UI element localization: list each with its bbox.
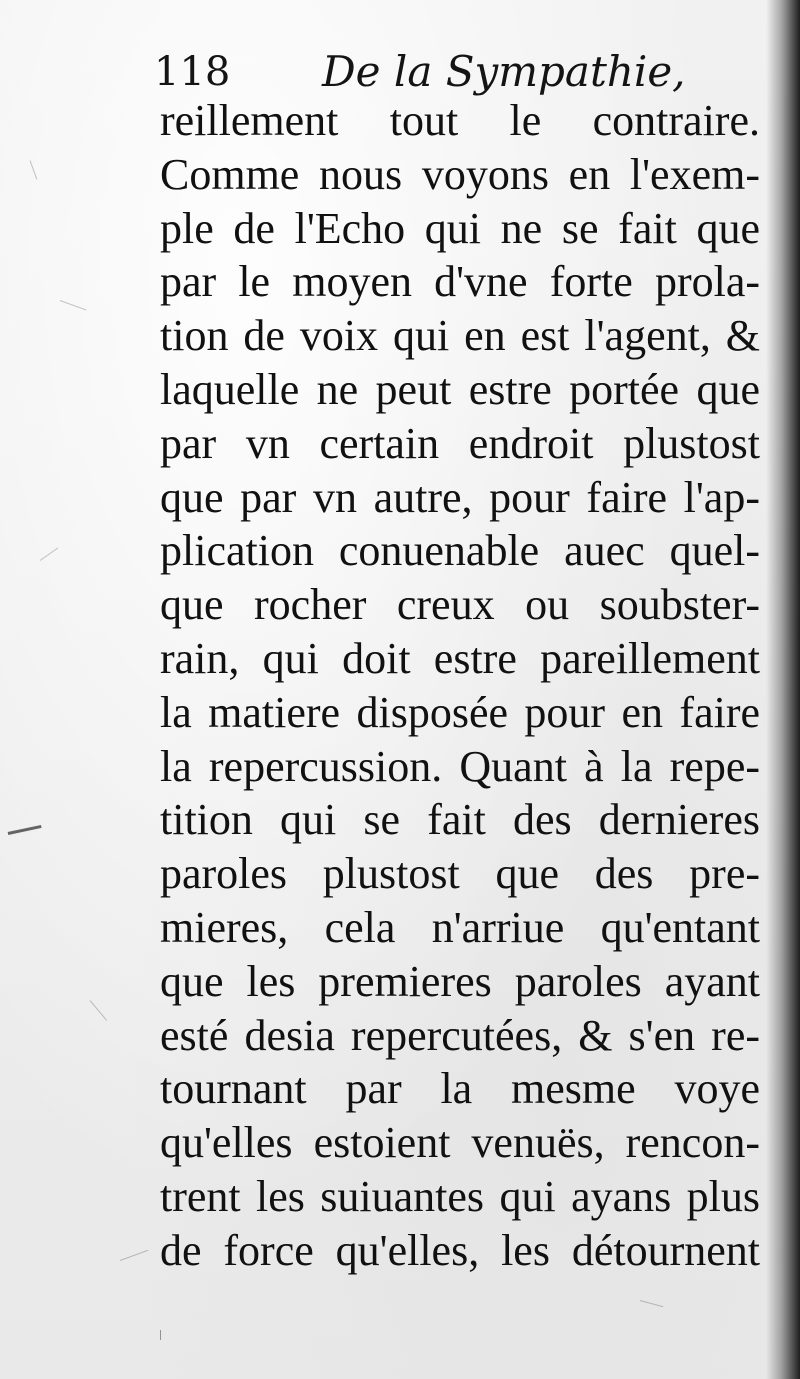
- text-line: tion de voix qui en est l'agent, &: [160, 311, 760, 361]
- paper-fiber: [160, 1330, 171, 1340]
- paper-fiber: [30, 160, 38, 179]
- paper-fiber: [90, 1000, 107, 1021]
- text-line: laquelle ne peut estre portée que: [160, 364, 760, 414]
- page-header: [154, 42, 686, 102]
- text-line: par vn certain endroit plustost: [160, 418, 760, 468]
- text-line: reillement tout le contraire.: [160, 96, 760, 145]
- text-line: esté desia repercutées, & s'en re-: [160, 1010, 760, 1060]
- paper-fiber: [120, 1250, 149, 1261]
- paper-fiber: [40, 547, 59, 560]
- text-line: trent les suiuantes qui ayans plus: [160, 1171, 760, 1221]
- paper-fiber: [8, 825, 42, 835]
- text-line: Comme nous voyons en l'exem-: [160, 149, 760, 199]
- text-line: la matiere disposée pour en faire: [160, 687, 760, 737]
- text-line: de force qu'elles, les détournent: [160, 1225, 760, 1275]
- text-line: rain, qui doit estre pareillement: [160, 633, 760, 683]
- text-line: la repercussion. Quant à la repe-: [160, 741, 760, 791]
- text-line: plication conuenable auec quel-: [160, 526, 760, 576]
- text-line: tition qui se fait des dernieres: [160, 795, 760, 845]
- body-text: [160, 94, 760, 1278]
- text-line: par le moyen d'vne forte prola-: [160, 257, 760, 307]
- text-line: que les premieres paroles ayant: [160, 956, 760, 1006]
- text-line: que par vn autre, pour faire l'ap-: [160, 472, 760, 522]
- page-edge-shadow: [766, 0, 800, 1379]
- paper-fiber: [640, 1300, 663, 1307]
- text-line: qu'elles estoient venuës, rencon-: [160, 1118, 760, 1168]
- text-line: mieres, cela n'arriue qu'entant: [160, 902, 760, 952]
- text-line: paroles plustost que des pre-: [160, 849, 760, 899]
- paper-fiber: [60, 300, 87, 311]
- text-line: que rocher creux ou soubster-: [160, 580, 760, 630]
- text-line: ple de l'Echo qui ne se fait que: [160, 203, 760, 253]
- running-head: De la Sympathie,: [322, 47, 686, 96]
- page-number: 118: [154, 49, 231, 95]
- text-line: tournant par la mesme voye: [160, 1064, 760, 1114]
